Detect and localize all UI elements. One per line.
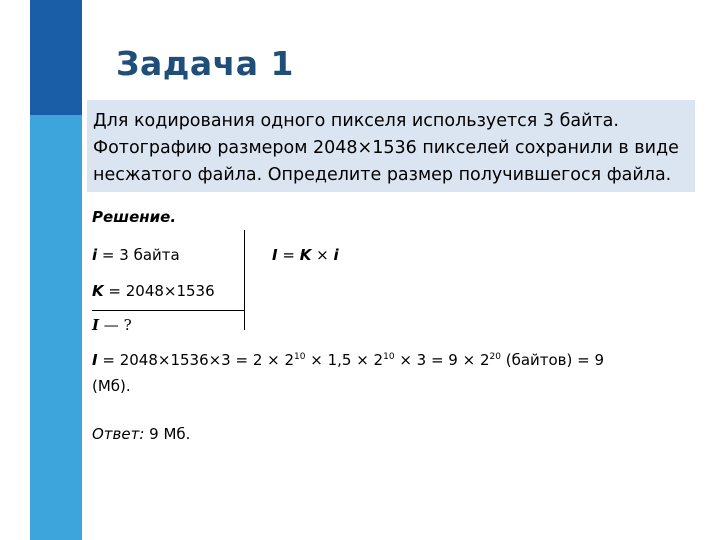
- unknown-line: [92, 316, 132, 334]
- task-box: [87, 100, 695, 192]
- given-i-value: = 3 байта: [97, 246, 180, 264]
- answer-value: 9 Мб.: [144, 425, 191, 443]
- page-title: Задача 1: [116, 44, 295, 83]
- result-exp-3: 20: [489, 352, 501, 362]
- given-i-var: i: [92, 246, 98, 264]
- given-divider-horizontal: [92, 310, 244, 311]
- result-exp-2: 10: [383, 352, 395, 362]
- formula-lhs: I: [272, 246, 278, 264]
- unknown-var: I: [92, 316, 100, 334]
- result-part-3: × 3 = 9 × 2: [394, 351, 490, 369]
- formula-eq: =: [277, 246, 300, 264]
- formula-k: K: [299, 246, 312, 264]
- result-line-1: [92, 351, 604, 369]
- result-var: I: [92, 351, 98, 369]
- given-k-var: K: [92, 282, 104, 300]
- given-i-line: [92, 246, 180, 264]
- result-part-4: (байтов) = 9: [500, 351, 605, 369]
- answer-label: Ответ:: [92, 425, 145, 443]
- side-strip-bottom: [30, 115, 82, 540]
- given-k-line: [92, 282, 215, 300]
- result-line-2: (Мб).: [92, 377, 131, 395]
- result-part-1: = 2048×1536×3 = 2 × 2: [97, 351, 295, 369]
- given-divider-vertical: [244, 230, 245, 330]
- formula: [272, 246, 339, 264]
- given-k-value: = 2048×1536: [103, 282, 215, 300]
- side-strip-top: [30, 0, 82, 115]
- solution-heading: Решение.: [92, 208, 177, 226]
- formula-times: ×: [311, 246, 334, 264]
- unknown-value: — ?: [99, 316, 132, 334]
- answer-line: [92, 425, 190, 443]
- formula-i: i: [333, 246, 339, 264]
- result-part-2: × 1,5 × 2: [305, 351, 384, 369]
- result-exp-1: 10: [294, 352, 306, 362]
- task-text: Для кодирования одного пикселя используется 3 байта. Фотографию размером 2048×1536 пикселей сохранили в виде несжатого файла. Определите размер получившегося файла.: [93, 111, 679, 185]
